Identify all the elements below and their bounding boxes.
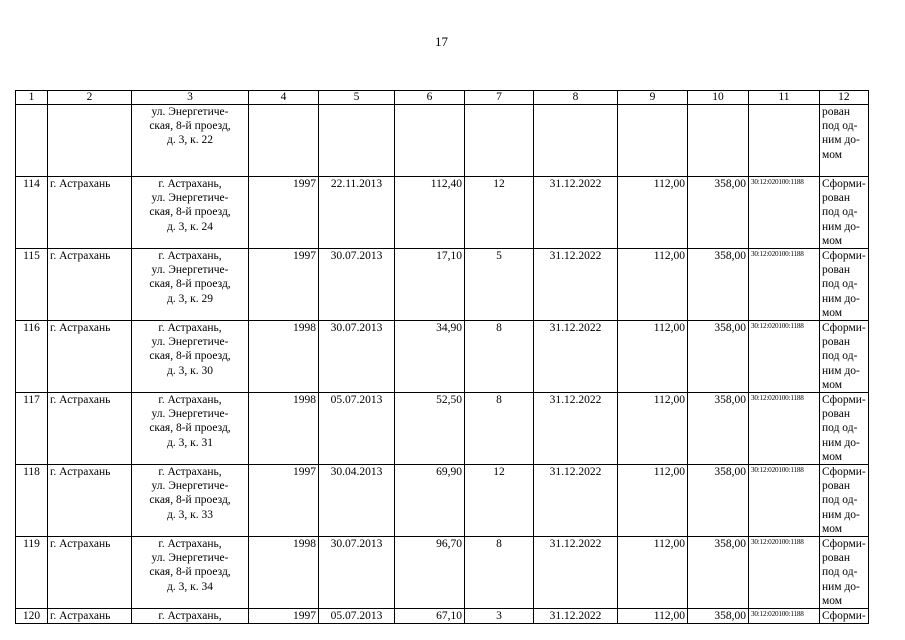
- address-cell-line: г. Астрахань,: [158, 250, 222, 263]
- header-cell: 10: [688, 91, 749, 105]
- area-cell: 52,50: [395, 393, 465, 465]
- end-date-cell: 31.12.2022: [534, 465, 618, 537]
- area-cell: 67,10: [395, 609, 465, 624]
- cadastral-number-cell: 30:12:020100:1188: [749, 609, 820, 624]
- note-cell-line: ним до-: [822, 436, 860, 449]
- header-cell: 4: [249, 91, 319, 105]
- address-cell-line: д. 3, к. 29: [167, 292, 213, 305]
- value-cell: [618, 105, 688, 177]
- end-date-cell: 31.12.2022: [534, 609, 618, 624]
- note-cell-line: рован: [822, 408, 851, 421]
- note-cell-line: мом: [822, 450, 843, 463]
- note-cell-line: под од-: [822, 566, 858, 579]
- note-cell-line: под од-: [822, 350, 858, 363]
- end-date-cell: 31.12.2022: [534, 321, 618, 393]
- table-row: [16, 609, 869, 624]
- note-cell-line: ним до-: [822, 508, 860, 521]
- address-cell: [132, 249, 249, 321]
- city-cell: г. Астрахань: [48, 465, 132, 537]
- note-cell-line: под од-: [822, 422, 858, 435]
- address-cell-line: д. 3, к. 22: [167, 134, 213, 147]
- note-cell: [820, 609, 869, 624]
- end-date-cell: 31.12.2022: [534, 177, 618, 249]
- header-cell: 5: [319, 91, 395, 105]
- address-cell-line: ул. Энергетиче-: [151, 480, 229, 493]
- table-row: [16, 537, 869, 609]
- area-cell: 17,10: [395, 249, 465, 321]
- note-cell-line: Сформи-: [822, 322, 866, 335]
- area-cell: 69,90: [395, 465, 465, 537]
- date-cell: 05.07.2013: [319, 393, 395, 465]
- table-row: [16, 105, 869, 177]
- year-cell: 1998: [249, 537, 319, 609]
- note-cell-line: ним до-: [822, 134, 860, 147]
- note-cell: [820, 393, 869, 465]
- note-cell-line: под од-: [822, 120, 858, 133]
- address-cell-line: ская, 8-й проезд,: [149, 120, 231, 133]
- year-cell: 1998: [249, 321, 319, 393]
- address-cell: [132, 393, 249, 465]
- cadastral-number-cell: [749, 105, 820, 177]
- header-cell: 2: [48, 91, 132, 105]
- area-cell: 96,70: [395, 537, 465, 609]
- year-cell: 1998: [249, 393, 319, 465]
- address-cell-line: г. Астрахань,: [158, 178, 222, 190]
- row-number: 114: [16, 177, 48, 249]
- note-cell-line: рован: [822, 106, 851, 118]
- value-cell: 112,00: [618, 393, 688, 465]
- note-cell-line: ним до-: [822, 292, 860, 305]
- quantity-cell: 12: [465, 177, 534, 249]
- note-cell-line: рован: [822, 336, 851, 349]
- note-cell-line: Сформи-: [822, 250, 866, 263]
- date-cell: 30.07.2013: [319, 321, 395, 393]
- note-cell-line: Сформи-: [822, 178, 866, 190]
- value-cell: 358,00: [688, 465, 749, 537]
- row-number: 116: [16, 321, 48, 393]
- area-cell: [395, 105, 465, 177]
- quantity-cell: 12: [465, 465, 534, 537]
- address-cell-line: ская, 8-й проезд,: [149, 278, 231, 291]
- page-number: 17: [435, 34, 448, 49]
- header-cell: 12: [820, 91, 869, 105]
- quantity-cell: 8: [465, 537, 534, 609]
- end-date-cell: 31.12.2022: [534, 537, 618, 609]
- table-row: [16, 465, 869, 537]
- value-cell: 358,00: [688, 537, 749, 609]
- note-cell-line: ним до-: [822, 580, 860, 593]
- header-cell: 11: [749, 91, 820, 105]
- address-cell-line: д. 3, к. 34: [167, 580, 213, 593]
- row-number: [16, 105, 48, 177]
- note-cell-line: под од-: [822, 494, 858, 507]
- header-cell: 3: [132, 91, 249, 105]
- value-cell: 358,00: [688, 249, 749, 321]
- note-cell-line: мом: [822, 148, 843, 161]
- address-cell: [132, 609, 249, 624]
- note-cell: [820, 249, 869, 321]
- note-cell-line: Сформи-: [822, 610, 866, 623]
- note-cell-line: мом: [822, 234, 843, 247]
- header-cell: 9: [618, 91, 688, 105]
- address-cell-line: ул. Энергетиче-: [151, 552, 229, 565]
- note-cell-line: под од-: [822, 278, 858, 291]
- city-cell: г. Астрахань: [48, 249, 132, 321]
- date-cell: 30.04.2013: [319, 465, 395, 537]
- address-cell-line: ул. Энергетиче-: [151, 192, 229, 205]
- address-cell: [132, 105, 249, 177]
- address-cell-line: д. 3, к. 33: [167, 508, 213, 521]
- note-cell-line: ним до-: [822, 220, 860, 233]
- address-cell-line: д. 3, к. 24: [167, 220, 213, 233]
- date-cell: 22.11.2013: [319, 177, 395, 249]
- address-cell-line: г. Астрахань,: [158, 394, 222, 407]
- city-cell: г. Астрахань: [48, 609, 132, 624]
- address-cell-line: г. Астрахань,: [158, 610, 222, 623]
- value-cell: 112,00: [618, 249, 688, 321]
- value-cell: [688, 105, 749, 177]
- cadastral-number-cell: 30:12:020100:1188: [749, 177, 820, 249]
- registry-table: [15, 90, 869, 624]
- address-cell-line: г. Астрахань,: [158, 466, 222, 479]
- note-cell: [820, 321, 869, 393]
- note-cell-line: мом: [822, 306, 843, 319]
- city-cell: г. Астрахань: [48, 321, 132, 393]
- address-cell-line: г. Астрахань,: [158, 322, 222, 335]
- end-date-cell: [534, 105, 618, 177]
- row-number: 118: [16, 465, 48, 537]
- quantity-cell: [465, 105, 534, 177]
- address-cell: [132, 177, 249, 249]
- address-cell-line: ская, 8-й проезд,: [149, 566, 231, 579]
- value-cell: 112,00: [618, 321, 688, 393]
- note-cell-line: рован: [822, 480, 851, 493]
- address-cell: [132, 321, 249, 393]
- address-cell-line: ул. Энергетиче-: [151, 336, 229, 349]
- quantity-cell: 8: [465, 321, 534, 393]
- row-number: 117: [16, 393, 48, 465]
- row-number: 119: [16, 537, 48, 609]
- note-cell-line: Сформи-: [822, 466, 866, 479]
- value-cell: 112,00: [618, 465, 688, 537]
- address-cell: [132, 465, 249, 537]
- address-cell-line: д. 3, к. 30: [167, 364, 213, 377]
- year-cell: 1997: [249, 177, 319, 249]
- quantity-cell: 5: [465, 249, 534, 321]
- note-cell: [820, 537, 869, 609]
- header-cell: 6: [395, 91, 465, 105]
- header-cell: 7: [465, 91, 534, 105]
- address-cell-line: ул. Энергетиче-: [151, 264, 229, 277]
- cadastral-number-cell: 30:12:020100:1188: [749, 465, 820, 537]
- address-cell-line: ская, 8-й проезд,: [149, 494, 231, 507]
- address-cell-line: ская, 8-й проезд,: [149, 206, 231, 219]
- note-cell-line: Сформи-: [822, 394, 866, 407]
- year-cell: 1997: [249, 249, 319, 321]
- note-cell: [820, 177, 869, 249]
- city-cell: г. Астрахань: [48, 537, 132, 609]
- date-cell: 30.07.2013: [319, 249, 395, 321]
- area-cell: 112,40: [395, 177, 465, 249]
- table-row: [16, 249, 869, 321]
- header-row: [16, 91, 869, 105]
- table-row: [16, 393, 869, 465]
- city-cell: [48, 105, 132, 177]
- value-cell: 358,00: [688, 321, 749, 393]
- value-cell: 358,00: [688, 177, 749, 249]
- note-cell-line: мом: [822, 594, 843, 607]
- header-cell: 1: [16, 91, 48, 105]
- note-cell-line: ним до-: [822, 364, 860, 377]
- cadastral-number-cell: 30:12:020100:1188: [749, 393, 820, 465]
- year-cell: [249, 105, 319, 177]
- quantity-cell: 3: [465, 609, 534, 624]
- note-cell-line: под од-: [822, 206, 858, 219]
- row-number: 120: [16, 609, 48, 624]
- area-cell: 34,90: [395, 321, 465, 393]
- table-body: [16, 105, 869, 624]
- city-cell: г. Астрахань: [48, 177, 132, 249]
- address-cell-line: ул. Энергетиче-: [151, 106, 229, 118]
- note-cell-line: мом: [822, 522, 843, 535]
- cadastral-number-cell: 30:12:020100:1188: [749, 321, 820, 393]
- value-cell: 112,00: [618, 609, 688, 624]
- quantity-cell: 8: [465, 393, 534, 465]
- note-cell-line: мом: [822, 378, 843, 391]
- table-row: [16, 177, 869, 249]
- value-cell: 112,00: [618, 177, 688, 249]
- table-row: [16, 321, 869, 393]
- value-cell: 358,00: [688, 393, 749, 465]
- note-cell-line: рован: [822, 552, 851, 565]
- date-cell: 30.07.2013: [319, 537, 395, 609]
- city-cell: г. Астрахань: [48, 393, 132, 465]
- value-cell: 358,00: [688, 609, 749, 624]
- end-date-cell: 31.12.2022: [534, 393, 618, 465]
- note-cell-line: Сформи-: [822, 538, 866, 551]
- date-cell: [319, 105, 395, 177]
- cadastral-number-cell: 30:12:020100:1188: [749, 249, 820, 321]
- note-cell: [820, 105, 869, 177]
- end-date-cell: 31.12.2022: [534, 249, 618, 321]
- note-cell: [820, 465, 869, 537]
- value-cell: 112,00: [618, 537, 688, 609]
- year-cell: 1997: [249, 609, 319, 624]
- cadastral-number-cell: 30:12:020100:1188: [749, 537, 820, 609]
- address-cell-line: г. Астрахань,: [158, 538, 222, 551]
- note-cell-line: рован: [822, 192, 851, 205]
- date-cell: 05.07.2013: [319, 609, 395, 624]
- header-cell: 8: [534, 91, 618, 105]
- address-cell-line: ская, 8-й проезд,: [149, 350, 231, 363]
- address-cell: [132, 537, 249, 609]
- note-cell-line: рован: [822, 264, 851, 277]
- address-cell-line: ская, 8-й проезд,: [149, 422, 231, 435]
- address-cell-line: д. 3, к. 31: [167, 436, 213, 449]
- address-cell-line: ул. Энергетиче-: [151, 408, 229, 421]
- row-number: 115: [16, 249, 48, 321]
- year-cell: 1997: [249, 465, 319, 537]
